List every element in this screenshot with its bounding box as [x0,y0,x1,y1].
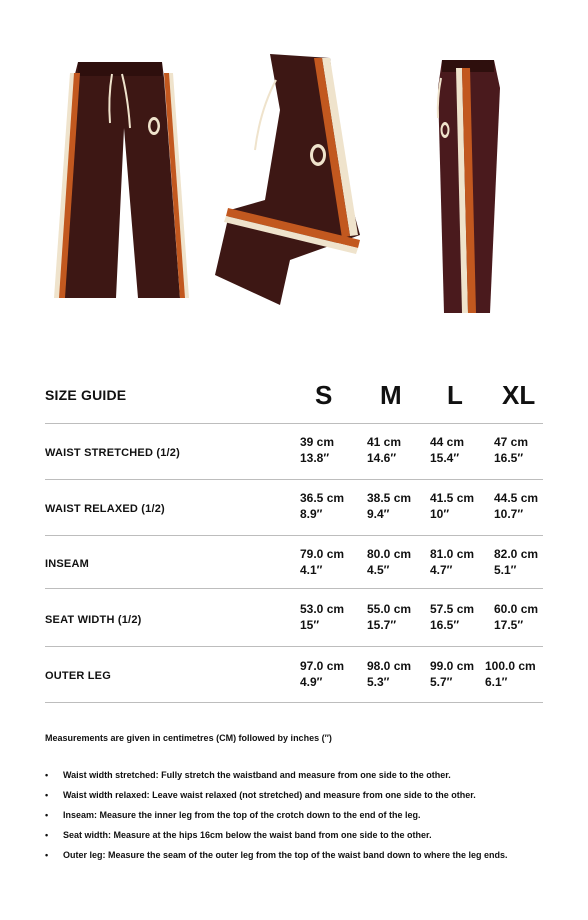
table-divider [45,702,543,703]
list-item [45,770,565,790]
list-item [45,830,565,850]
cell-xl: 82.0 cm 5.1″ [494,547,539,577]
list-item [45,790,565,810]
row-label: WAIST RELAXED (1/2) [45,503,165,515]
table-row [45,424,543,479]
row-label: INSEAM [45,558,89,570]
list-item [45,810,565,830]
size-s-heading: S [315,380,333,410]
cell-xl: 47 cm 16.5″ [494,435,529,465]
cell-m: 41 cm 14.6″ [367,435,402,465]
cell-xl: 100.0 cm 6.1″ [485,659,536,689]
cell-s: 39 cm 13.8″ [300,435,335,465]
cell-m: 98.0 cm 5.3″ [367,659,412,689]
instruction-text: Waist width relaxed: Leave waist relaxed (not stretched) and measure from one side to the other. [63,790,476,800]
size-xl-heading: XL [502,380,536,410]
product-photos [0,40,588,330]
row-label: OUTER LEG [45,670,111,682]
instruction-text: Seat width: Measure at the hips 16cm below the waist band from one side to the other. [63,830,432,840]
cell-l: 41.5 cm 10″ [430,491,475,521]
instruction-text: Inseam: Measure the inner leg from the top of the crotch down to the end of the leg. [63,810,421,820]
size-guide-header [45,378,545,418]
table-row [45,589,543,646]
cell-s: 79.0 cm 4.1″ [300,547,345,577]
size-l-heading: L [447,380,463,410]
cell-s: 97.0 cm 4.9″ [300,659,345,689]
cell-m: 38.5 cm 9.4″ [367,491,412,521]
pants-front-image [50,58,195,303]
bullet-icon: • [45,790,49,800]
instruction-text: Outer leg: Measure the seam of the outer leg from the top of the waist band down to where the leg ends. [63,850,508,860]
size-guide-title: SIZE GUIDE [45,387,127,403]
pants-side-image [432,58,507,316]
cell-xl: 44.5 cm 10.7″ [494,491,539,521]
cell-l: 44 cm 15.4″ [430,435,465,465]
bullet-icon: • [45,850,49,860]
size-m-heading: M [380,380,402,410]
row-label: SEAT WIDTH (1/2) [45,614,142,626]
bullet-icon: • [45,770,49,780]
bullet-icon: • [45,830,49,840]
cell-s: 36.5 cm 8.9″ [300,491,345,521]
pants-folded-image [210,50,370,310]
table-row [45,536,543,588]
cell-l: 81.0 cm 4.7″ [430,547,475,577]
cell-m: 80.0 cm 4.5″ [367,547,412,577]
bullet-icon: • [45,810,49,820]
cell-xl: 60.0 cm 17.5″ [494,602,539,632]
measurement-note: Measurements are given in centimetres (CM) followed by inches (″) [45,733,332,743]
instructions-list [45,770,565,870]
cell-l: 99.0 cm 5.7″ [430,659,475,689]
table-row [45,647,543,702]
row-label: WAIST STRETCHED (1/2) [45,447,180,459]
list-item [45,850,565,870]
cell-s: 53.0 cm 15″ [300,602,345,632]
table-row [45,480,543,535]
instruction-text: Waist width stretched: Fully stretch the waistband and measure from one side to the other. [63,770,451,780]
cell-m: 55.0 cm 15.7″ [367,602,412,632]
cell-l: 57.5 cm 16.5″ [430,602,475,632]
